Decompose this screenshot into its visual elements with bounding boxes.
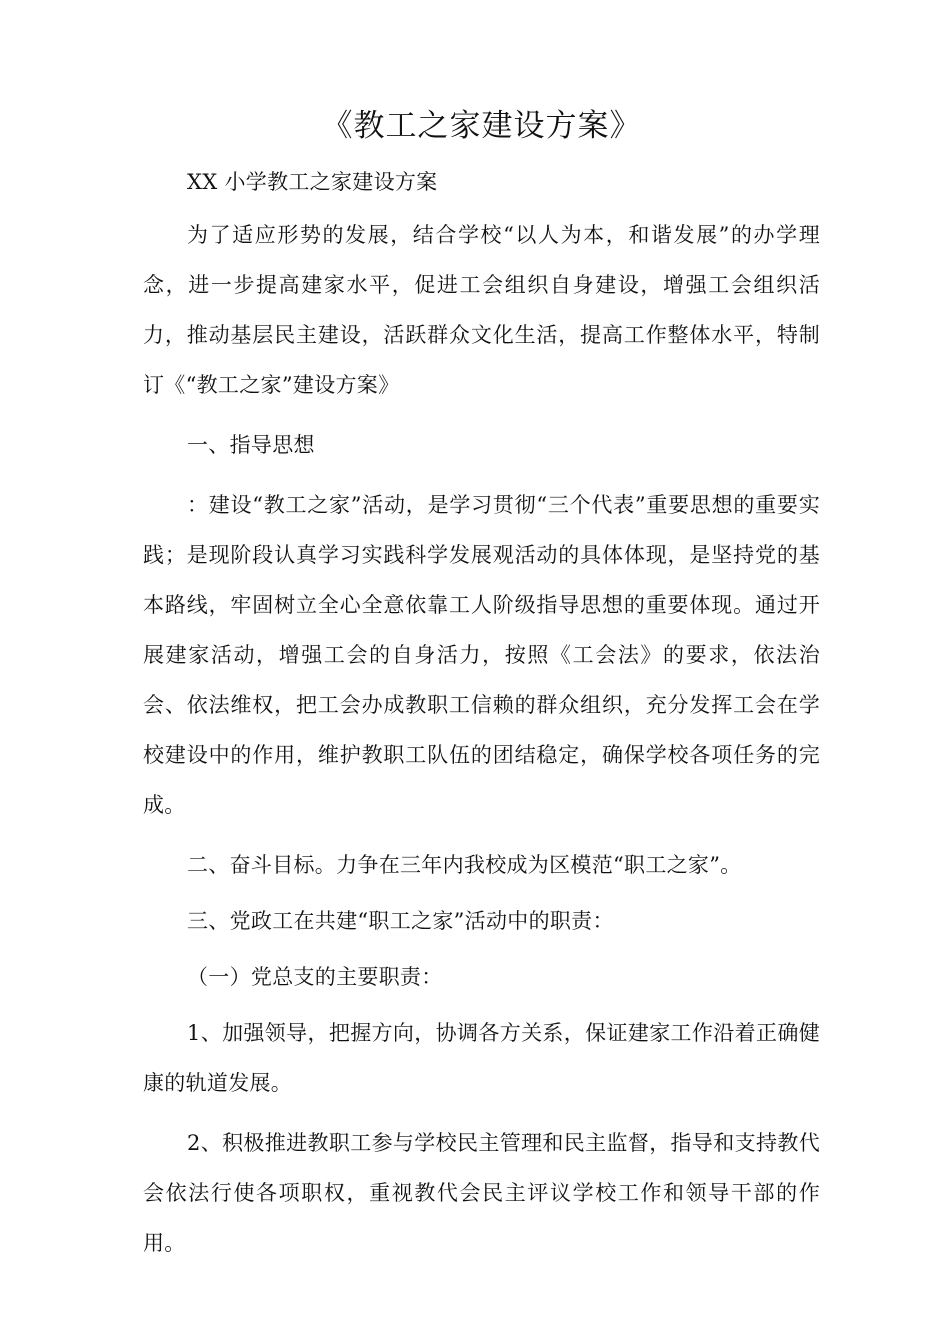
heading-party-branch-duties: （一）党总支的主要职责： [187,965,443,989]
list-item-duty-1: 1、加强领导，把握方向，协调各方关系，保证建家工作沿着正确健康的轨道发展。 [143,1021,820,1095]
heading-guiding-thought: 一、指导思想 [187,433,315,457]
document-title: 《教工之家建设方案》 [321,108,642,144]
document-page [143,96,820,1278]
paragraph-intro: 为了适应形势的发展，结合学校“以人为本，和谐发展”的办学理念，进一步提高建家水平，促进工会组织自身建设，增强工会组织活力，推动基层民主建设，活跃群众文化生活，提高工作整体水平，特制订《“教工之家”建设方案》 [143,223,820,397]
paragraph-guiding-thought: ：建设“教工之家”活动，是学习贯彻“三个代表”重要思想的重要实践；是现阶段认真学习实践科学发展观活动的具体体现，是坚持党的基本路线，牢固树立全心全意依靠工人阶级指导思想的重要体现。通过开展建家活动，增强工会的自身活力，按照《工会法》的要求，依法治会、依法维权，把工会办成教职工信赖的群众组织，充分发挥工会在学校建设中的作用，维护教职工队伍的团结稳定，确保学校各项任务的完成。 [143,493,820,817]
heading-goal: 二、奋斗目标。力争在三年内我校成为区模范“职工之家”。 [187,853,742,877]
heading-duties: 三、党政工在共建“职工之家”活动中的职责： [187,909,614,933]
list-item-duty-2: 2、积极推进教职工参与学校民主管理和民主监督，指导和支持教代会依法行使各项职权，重视教代会民主评议学校工作和领导干部的作用。 [143,1131,820,1255]
document-subtitle: XX 小学教工之家建设方案 [187,170,438,194]
